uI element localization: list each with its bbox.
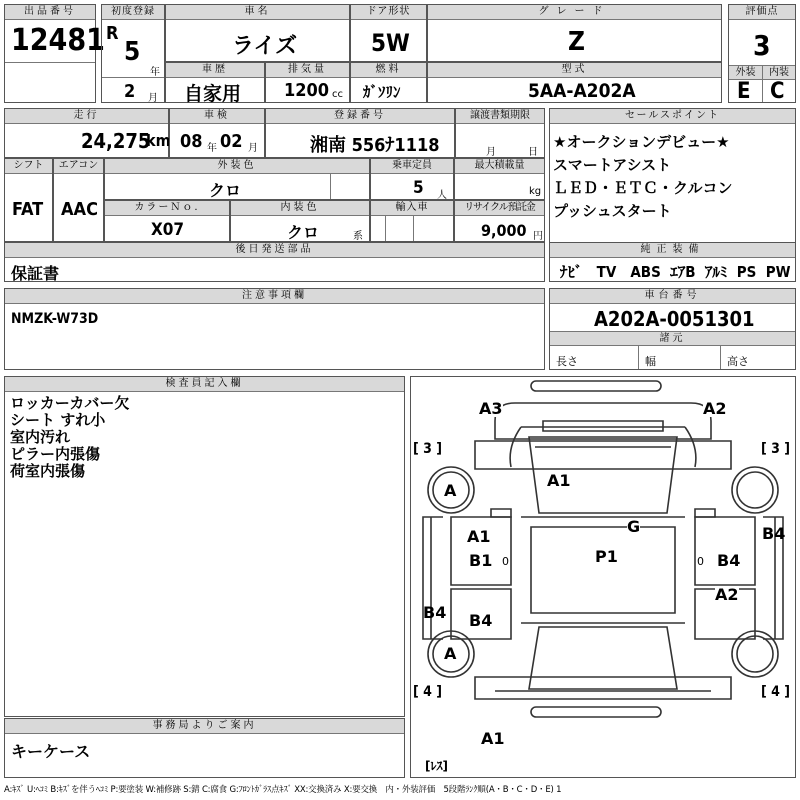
shaken-cell xyxy=(169,108,265,158)
sales-points-text xyxy=(553,131,733,223)
shaken-year: 08 xyxy=(180,131,203,152)
model-header: 型式 xyxy=(428,63,721,78)
exterior-header: 外装 xyxy=(729,66,762,80)
office-cell xyxy=(4,718,405,778)
capacity-cell xyxy=(370,158,454,200)
recycle-cell xyxy=(454,200,545,242)
equipment-item: ｱﾙﾐ xyxy=(704,263,728,281)
bracket-label: [ 4 ] xyxy=(761,684,791,700)
door-cell xyxy=(350,4,427,62)
inspector-line: ピラー内張傷 xyxy=(10,445,101,463)
damage-mark: A1 xyxy=(467,527,491,546)
recycle-header: リサイクル預託金 xyxy=(455,201,544,216)
color-no-cell xyxy=(104,200,230,242)
grade-cell xyxy=(427,4,722,62)
damage-mark: A xyxy=(444,644,457,663)
int-color-value: クロ xyxy=(287,223,320,242)
door-header: ドア形状 xyxy=(351,5,426,20)
shift-header: シフト xyxy=(5,159,52,174)
later-parts-cell xyxy=(4,242,545,282)
chassis-header: 車台番号 xyxy=(550,289,795,304)
grade-value: Z xyxy=(568,27,585,57)
bracket-label: [ 3 ] xyxy=(413,441,443,457)
car-name: ライズ xyxy=(232,34,298,59)
capacity-header: 乗車定員 xyxy=(371,159,453,174)
damage-mark: A1 xyxy=(481,729,505,748)
sales-point-line: ＬＥＤ・ＥＴＣ・クルコン xyxy=(553,179,733,197)
damage-mark: B1 xyxy=(469,551,493,570)
history-cell xyxy=(165,62,265,103)
lot-header: 出品番号 xyxy=(5,5,95,20)
color-no-header: カラーＮｏ. xyxy=(105,201,229,216)
mileage-value: 24,275 xyxy=(81,129,151,153)
sales-points-header: セールスポイント xyxy=(550,109,795,124)
aircon-cell xyxy=(53,158,104,242)
aircon-header: エアコン xyxy=(54,159,103,174)
transfer-day: 日 xyxy=(528,147,538,158)
capacity-value: 5 xyxy=(413,178,424,198)
displacement-unit: cc xyxy=(332,89,343,100)
damage-mark: A3 xyxy=(479,399,503,418)
damage-mark: A2 xyxy=(703,399,727,418)
mileage-unit: km xyxy=(146,131,171,150)
grade-header: グレード xyxy=(428,5,721,20)
equipment-item: PS xyxy=(736,263,757,281)
int-color-header: 内装色 xyxy=(231,201,369,216)
lot-cell xyxy=(4,4,105,103)
mileage-cell xyxy=(4,108,169,158)
sales-point-line: プッシュスタート xyxy=(553,202,672,220)
sales-points-cell xyxy=(549,108,796,258)
recycle-unit: 円 xyxy=(533,231,543,242)
width-label: 幅 xyxy=(645,355,656,368)
model-value: 5AA-A202A xyxy=(528,80,636,102)
displacement-header: 排気量 xyxy=(266,63,349,78)
fuel-cell xyxy=(350,62,427,103)
score-value: 3 xyxy=(753,29,771,62)
inspector-line: 荷室内張傷 xyxy=(10,462,86,480)
plate-cell xyxy=(265,108,455,158)
equipment-item: ﾅﾋﾞ xyxy=(560,263,583,281)
dimensions-header: 諸元 xyxy=(550,331,795,346)
later-parts-header: 後日発送部品 xyxy=(5,243,544,258)
int-color-cell xyxy=(230,200,370,242)
damage-mark: A2 xyxy=(715,585,739,604)
interior-header: 内装 xyxy=(762,66,795,80)
history-header: 車歴 xyxy=(166,63,264,78)
transfer-cell xyxy=(455,108,545,158)
damage-mark: B4 xyxy=(717,551,741,570)
inspector-notes xyxy=(10,395,129,480)
damage-mark: 0 xyxy=(502,555,509,568)
shaken-month: 02 xyxy=(220,131,243,152)
inspector-line: ロッカーカバー欠 xyxy=(10,394,130,412)
plate-value: 湘南 556ﾅ1118 xyxy=(310,135,440,156)
reg-month: 2 xyxy=(124,81,136,102)
first-registration-header: 初度登録 xyxy=(102,5,164,20)
notes-value: NMZK-W73D xyxy=(11,311,99,327)
recycle-value: 9,000 xyxy=(481,221,527,240)
plate-header: 登録番号 xyxy=(266,109,454,124)
aircon-value: AAC xyxy=(61,199,98,220)
transfer-header: 譲渡書類期限 xyxy=(456,109,544,124)
import-cell xyxy=(370,200,454,242)
chassis-number: A202A-0051301 xyxy=(594,307,755,331)
max-load-header: 最大積載量 xyxy=(455,159,544,174)
mileage-header: 走行 xyxy=(5,109,168,124)
damage-mark: P1 xyxy=(595,547,618,566)
equipment-item: ｴｱB xyxy=(670,263,696,281)
ext-color-cell xyxy=(104,158,370,200)
equipment-cell xyxy=(549,242,796,282)
era: R xyxy=(106,23,119,44)
transfer-month: 月 xyxy=(486,147,496,158)
int-color-suffix: 系 xyxy=(353,231,363,242)
inspector-cell xyxy=(4,376,405,717)
bracket-label: [ 3 ] xyxy=(761,441,791,457)
lot-number: 12481 xyxy=(11,23,105,58)
inspector-line: シート すれ小 xyxy=(10,411,106,429)
equipment-item: ABS xyxy=(630,263,661,281)
inspector-header: 検査員記入欄 xyxy=(5,377,404,392)
ext-color-value: クロ xyxy=(209,181,242,200)
damage-mark: 0 xyxy=(697,555,704,568)
sales-point-line: スマートアシスト xyxy=(553,156,672,174)
month-unit: 月 xyxy=(148,93,158,104)
year-unit: 年 xyxy=(150,67,160,78)
car-name-cell xyxy=(165,4,350,62)
shaken-year-unit: 年 xyxy=(207,143,217,154)
score-header: 評価点 xyxy=(729,5,795,20)
color-no-value: X07 xyxy=(151,220,185,240)
height-label: 高さ xyxy=(727,355,749,368)
damage-mark: A1 xyxy=(547,471,571,490)
length-label: 長さ xyxy=(556,355,578,368)
max-load-unit: kg xyxy=(529,186,542,197)
equipment-header: 純正装備 xyxy=(550,243,795,258)
interior-grade: C xyxy=(770,79,785,104)
displacement-value: 1200 xyxy=(284,80,330,101)
shaken-header: 車検 xyxy=(170,109,264,124)
equipment-item: PW xyxy=(765,263,791,281)
history-value: 自家用 xyxy=(184,83,242,105)
damage-diagram xyxy=(410,376,796,778)
damage-mark: B4 xyxy=(469,611,493,630)
bracket-label: [ﾚｽ] xyxy=(425,759,448,773)
shaken-month-unit: 月 xyxy=(248,143,258,154)
max-load-cell xyxy=(454,158,545,200)
displacement-cell xyxy=(265,62,350,103)
sales-point-line: ★オークションデビュー★ xyxy=(553,133,730,151)
equipment-item: TV xyxy=(596,263,617,281)
fuel-header: 燃料 xyxy=(351,63,426,78)
shift-cell xyxy=(4,158,53,242)
exterior-grade: E xyxy=(737,79,751,104)
notes-cell xyxy=(4,288,545,370)
notes-header: 注意事項欄 xyxy=(5,289,544,304)
legend-text: A:ｷｽﾞ U:ﾍｺﾐ B:ｷｽﾞを伴うﾍｺﾐ P:要塗装 W:補修跡 S:錆 C:腐食 G:ﾌﾛﾝﾄｶﾞﾗｽ点ｷｽﾞ XX:交換済み X:要交換 内・外装評価 5段階ﾗﾝｸ順(A・B・C・D・E) 1 xyxy=(4,785,562,795)
later-parts-value: 保証書 xyxy=(11,264,60,283)
office-value: キーケース xyxy=(11,742,91,761)
import-header: 輸入車 xyxy=(371,201,453,216)
car-outline xyxy=(411,377,795,777)
equipment-list xyxy=(560,261,791,282)
reg-year: 5 xyxy=(124,37,141,67)
damage-mark: B4 xyxy=(762,524,786,543)
chassis-cell xyxy=(549,288,796,370)
score-cell xyxy=(728,4,796,103)
ext-color-header: 外装色 xyxy=(105,159,369,174)
first-registration-cell xyxy=(101,4,165,103)
inspector-line: 室内汚れ xyxy=(10,428,71,446)
damage-mark: B4 xyxy=(423,603,447,622)
shift-value: FAT xyxy=(12,199,44,220)
capacity-unit: 人 xyxy=(437,190,447,201)
bracket-label: [ 4 ] xyxy=(413,684,443,700)
car-name-header: 車名 xyxy=(166,5,349,20)
model-cell xyxy=(427,62,722,103)
fuel-value: ｶﾞｿﾘﾝ xyxy=(363,83,401,101)
damage-mark: A xyxy=(444,481,457,500)
door-type: 5W xyxy=(371,29,410,57)
office-header: 事務局よりご案内 xyxy=(5,719,404,734)
damage-mark: G xyxy=(627,517,641,536)
